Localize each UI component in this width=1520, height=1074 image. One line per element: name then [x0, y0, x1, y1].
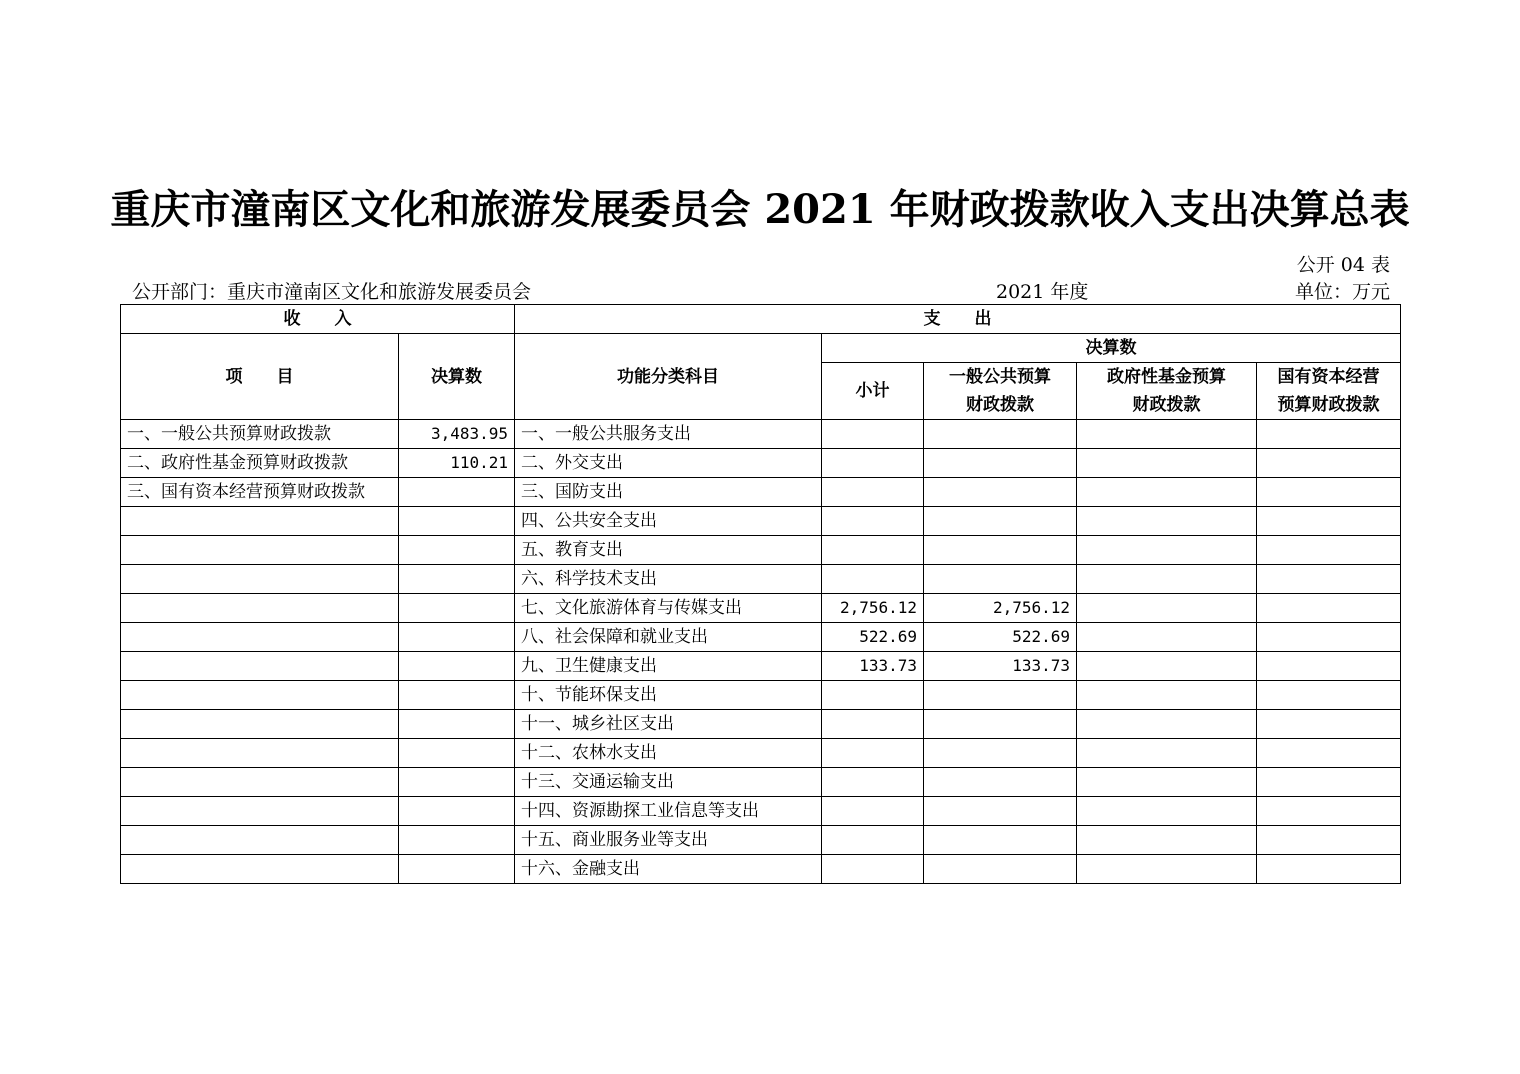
- expense-item: 七、文化旅游体育与传媒支出: [515, 594, 822, 623]
- table-row: [121, 565, 1401, 594]
- gov-fund-cell: [1077, 478, 1257, 507]
- state-capital-cell: [1257, 768, 1401, 797]
- gov-fund-cell: [1077, 536, 1257, 565]
- expense-item: 九、卫生健康支出: [515, 652, 822, 681]
- table-row: [121, 536, 1401, 565]
- income-amount: [399, 652, 515, 681]
- table-row: [121, 855, 1401, 884]
- income-item: [121, 507, 399, 536]
- state-capital-header-line1: 国有资本经营: [1277, 367, 1380, 387]
- state-capital-cell: [1257, 420, 1401, 449]
- subtotal-cell: [822, 420, 924, 449]
- state-capital-header: [1257, 363, 1401, 420]
- gov-fund-header: [1077, 363, 1257, 420]
- general-budget-header-line2: 财政拨款: [966, 395, 1034, 415]
- expense-item: 八、社会保障和就业支出: [515, 623, 822, 652]
- income-item: 三、国有资本经营预算财政拨款: [121, 478, 399, 507]
- table-row: [121, 623, 1401, 652]
- subtotal-cell: [822, 768, 924, 797]
- gov-fund-cell: [1077, 623, 1257, 652]
- income-item: [121, 565, 399, 594]
- income-item: [121, 710, 399, 739]
- general-budget-cell: [924, 826, 1077, 855]
- document-title: 重庆市潼南区文化和旅游发展委员会 2021 年财政拨款收入支出决算总表: [110, 186, 1410, 233]
- income-item: [121, 594, 399, 623]
- general-budget-cell: [924, 478, 1077, 507]
- subtotal-header: 小计: [822, 363, 924, 420]
- table-row: [121, 507, 1401, 536]
- state-capital-cell: [1257, 507, 1401, 536]
- state-capital-cell: [1257, 565, 1401, 594]
- income-item: 二、政府性基金预算财政拨款: [121, 449, 399, 478]
- table-row: [121, 768, 1401, 797]
- gov-fund-cell: [1077, 855, 1257, 884]
- general-budget-cell: [924, 420, 1077, 449]
- income-amount: [399, 536, 515, 565]
- gov-fund-cell: [1077, 768, 1257, 797]
- expense-item: 五、教育支出: [515, 536, 822, 565]
- subtotal-cell: [822, 739, 924, 768]
- income-amount: [399, 681, 515, 710]
- income-amount: [399, 710, 515, 739]
- income-amount: [399, 594, 515, 623]
- gov-fund-cell: [1077, 507, 1257, 536]
- table-row: [121, 739, 1401, 768]
- gov-fund-header-line1: 政府性基金预算: [1107, 367, 1226, 387]
- state-capital-cell: [1257, 652, 1401, 681]
- table-row: [121, 652, 1401, 681]
- general-budget-cell: [924, 710, 1077, 739]
- expense-item: 十六、金融支出: [515, 855, 822, 884]
- subtotal-cell: [822, 710, 924, 739]
- expense-item: 四、公共安全支出: [515, 507, 822, 536]
- subtotal-cell: [822, 565, 924, 594]
- subtotal-cell: [822, 507, 924, 536]
- header-row-2: [121, 334, 1401, 363]
- gov-fund-cell: [1077, 681, 1257, 710]
- state-capital-cell: [1257, 478, 1401, 507]
- state-capital-header-line2: 预算财政拨款: [1277, 395, 1380, 415]
- subtotal-cell: [822, 536, 924, 565]
- expense-item: 十、节能环保支出: [515, 681, 822, 710]
- department-label: 公开部门：重庆市潼南区文化和旅游发展委员会: [132, 281, 532, 303]
- general-budget-cell: 522.69: [924, 623, 1077, 652]
- gov-fund-cell: [1077, 652, 1257, 681]
- general-budget-cell: [924, 681, 1077, 710]
- income-amount: [399, 739, 515, 768]
- state-capital-cell: [1257, 797, 1401, 826]
- state-capital-cell: [1257, 710, 1401, 739]
- income-item: [121, 681, 399, 710]
- income-item: [121, 826, 399, 855]
- expense-item: 六、科学技术支出: [515, 565, 822, 594]
- subtotal-cell: [822, 797, 924, 826]
- gov-fund-cell: [1077, 739, 1257, 768]
- subtotal-cell: [822, 449, 924, 478]
- general-budget-cell: [924, 507, 1077, 536]
- expense-header: 支 出: [515, 305, 1401, 334]
- general-budget-cell: 133.73: [924, 652, 1077, 681]
- table-row: [121, 420, 1401, 449]
- income-item: [121, 652, 399, 681]
- general-budget-cell: [924, 536, 1077, 565]
- income-amount: [399, 797, 515, 826]
- subtotal-cell: 133.73: [822, 652, 924, 681]
- general-budget-header: [924, 363, 1077, 420]
- income-header: 收 入: [121, 305, 515, 334]
- income-amount: [399, 565, 515, 594]
- expense-item: 十三、交通运输支出: [515, 768, 822, 797]
- table-row: [121, 797, 1401, 826]
- gov-fund-cell: [1077, 710, 1257, 739]
- subtotal-cell: [822, 855, 924, 884]
- subtotal-cell: [822, 826, 924, 855]
- state-capital-cell: [1257, 739, 1401, 768]
- table-row: [121, 826, 1401, 855]
- income-item: [121, 797, 399, 826]
- state-capital-cell: [1257, 826, 1401, 855]
- final-amount-header: 决算数: [822, 334, 1401, 363]
- table-row: [121, 594, 1401, 623]
- income-amount: [399, 768, 515, 797]
- table-row: [121, 710, 1401, 739]
- expense-item: 三、国防支出: [515, 478, 822, 507]
- income-item: [121, 623, 399, 652]
- amount-header: 决算数: [399, 334, 515, 420]
- gov-fund-cell: [1077, 449, 1257, 478]
- gov-fund-cell: [1077, 826, 1257, 855]
- gov-fund-cell: [1077, 565, 1257, 594]
- item-header: 项 目: [121, 334, 399, 420]
- income-item: [121, 739, 399, 768]
- general-budget-header-line1: 一般公共预算: [949, 367, 1051, 387]
- function-category-header: 功能分类科目: [515, 334, 822, 420]
- general-budget-cell: [924, 797, 1077, 826]
- income-amount: [399, 855, 515, 884]
- state-capital-cell: [1257, 449, 1401, 478]
- income-amount: [399, 507, 515, 536]
- unit-label: 单位：万元: [1294, 281, 1390, 303]
- expense-item: 二、外交支出: [515, 449, 822, 478]
- table-body: [121, 420, 1401, 884]
- gov-fund-cell: [1077, 420, 1257, 449]
- gov-fund-cell: [1077, 797, 1257, 826]
- subtotal-cell: 2,756.12: [822, 594, 924, 623]
- state-capital-cell: [1257, 681, 1401, 710]
- gov-fund-header-line2: 财政拨款: [1132, 395, 1201, 415]
- income-item: 一、一般公共预算财政拨款: [121, 420, 399, 449]
- income-amount: 3,483.95: [399, 420, 515, 449]
- subtotal-cell: 522.69: [822, 623, 924, 652]
- subtotal-cell: [822, 681, 924, 710]
- income-amount: [399, 826, 515, 855]
- table-row: [121, 681, 1401, 710]
- general-budget-cell: 2,756.12: [924, 594, 1077, 623]
- general-budget-cell: [924, 855, 1077, 884]
- meta-row: [132, 277, 1390, 303]
- general-budget-cell: [924, 449, 1077, 478]
- general-budget-cell: [924, 565, 1077, 594]
- state-capital-cell: [1257, 855, 1401, 884]
- fiscal-year-label: 2021 年度: [996, 281, 1089, 303]
- expense-item: 十二、农林水支出: [515, 739, 822, 768]
- state-capital-cell: [1257, 623, 1401, 652]
- state-capital-cell: [1257, 594, 1401, 623]
- subtotal-cell: [822, 478, 924, 507]
- table-row: [121, 449, 1401, 478]
- gov-fund-cell: [1077, 594, 1257, 623]
- state-capital-cell: [1257, 536, 1401, 565]
- expense-item: 十四、资源勘探工业信息等支出: [515, 797, 822, 826]
- expense-item: 十一、城乡社区支出: [515, 710, 822, 739]
- form-number: 公开 04 表: [1296, 254, 1390, 276]
- finance-summary-table: [120, 304, 1401, 884]
- income-item: [121, 768, 399, 797]
- table-row: [121, 478, 1401, 507]
- expense-item: 一、一般公共服务支出: [515, 420, 822, 449]
- header-row-1: [121, 305, 1401, 334]
- general-budget-cell: [924, 768, 1077, 797]
- income-item: [121, 536, 399, 565]
- expense-item: 十五、商业服务业等支出: [515, 826, 822, 855]
- income-amount: [399, 478, 515, 507]
- general-budget-cell: [924, 739, 1077, 768]
- income-item: [121, 855, 399, 884]
- income-amount: [399, 623, 515, 652]
- income-amount: 110.21: [399, 449, 515, 478]
